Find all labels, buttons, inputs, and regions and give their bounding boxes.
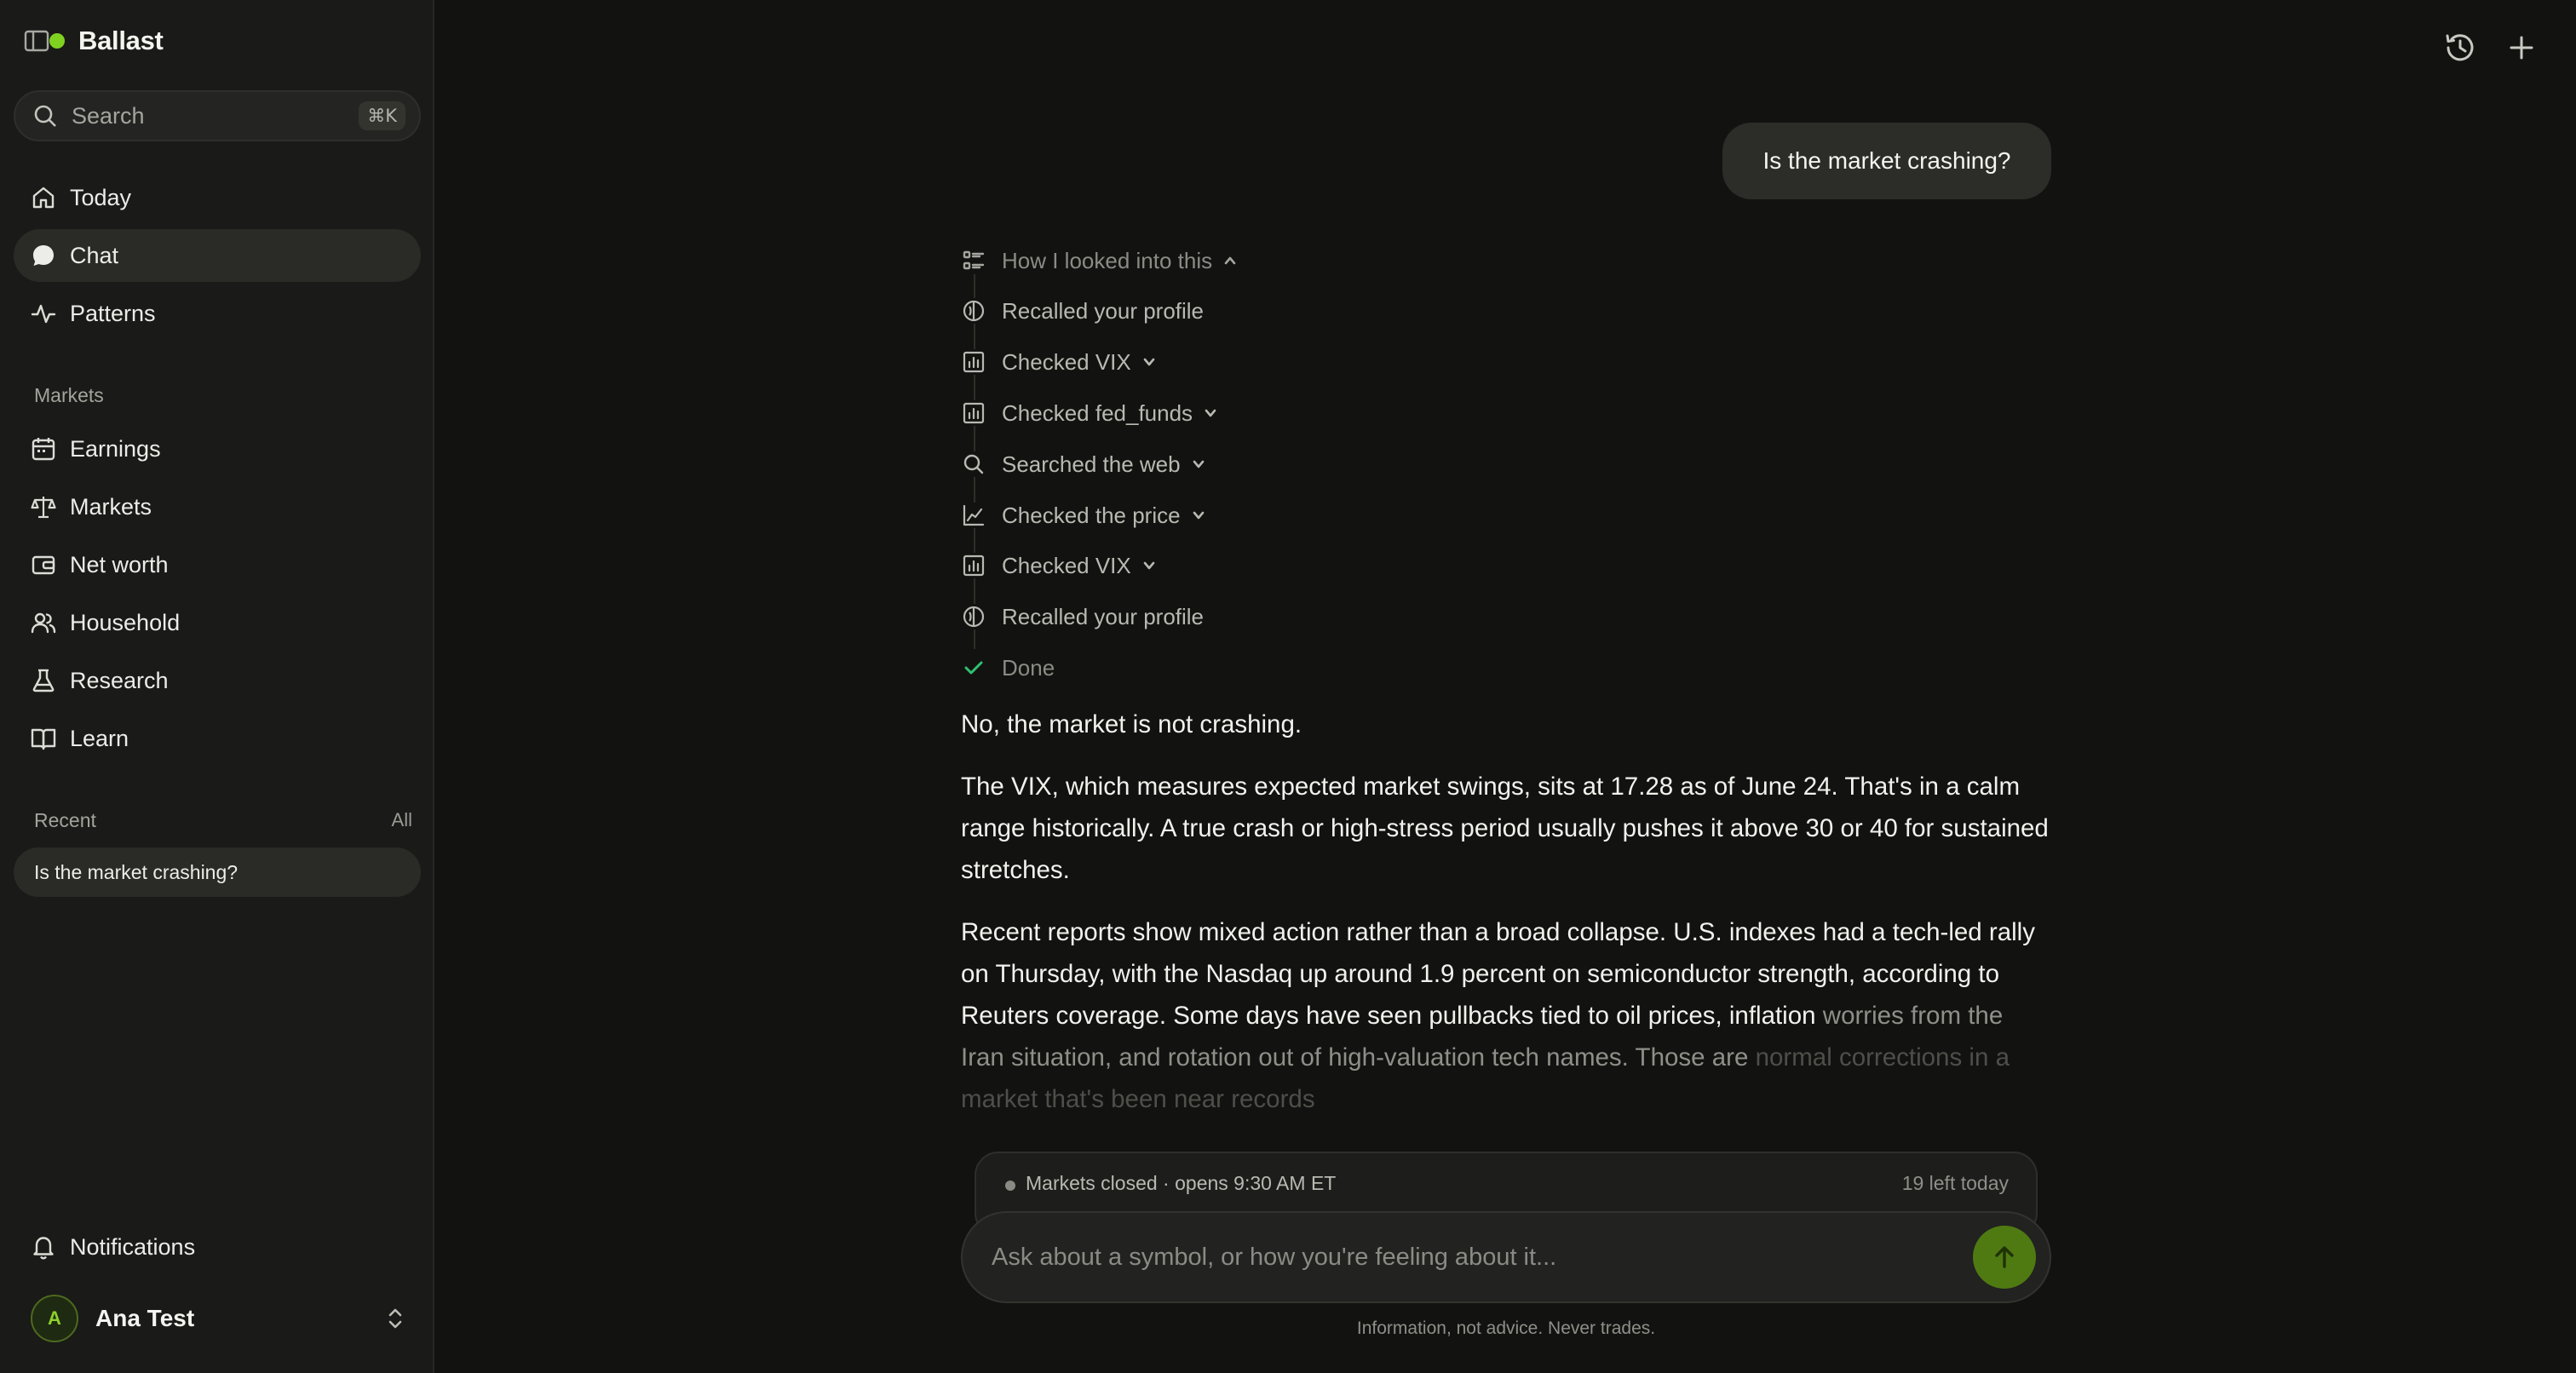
- sidebar-item-label: Learn: [70, 725, 129, 751]
- sidebar-item-net-worth[interactable]: [14, 538, 421, 591]
- sidebar-item-label: Today: [70, 184, 132, 210]
- history-button[interactable]: [2441, 29, 2479, 66]
- scale-icon: [31, 494, 56, 520]
- chat-composer: [961, 1211, 2051, 1303]
- steps-header-toggle[interactable]: [961, 242, 1238, 279]
- book-icon: [31, 726, 56, 751]
- user-message-bubble: Is the market crashing?: [1722, 123, 2051, 199]
- flask-icon: [31, 668, 56, 693]
- sidebar-item-label: Research: [70, 667, 169, 693]
- answer-paragraph: [961, 911, 2053, 1120]
- step-item[interactable]: [961, 497, 1206, 534]
- section-label-markets: Markets: [34, 384, 104, 406]
- search-icon: [961, 451, 986, 477]
- wallet-icon: [31, 552, 56, 577]
- recent-all-link[interactable]: All: [391, 809, 412, 830]
- list-details-icon: [961, 248, 986, 273]
- history-icon: [2443, 31, 2477, 65]
- step-label: Done: [1002, 654, 1055, 681]
- step-item[interactable]: [961, 394, 1218, 432]
- sidebar-item-label: Household: [70, 609, 181, 635]
- home-icon: [31, 185, 56, 210]
- assistant-answer: [961, 704, 2053, 1140]
- answer-text-fading: worries from the Iran situation, and rotation out of high-valuation tech names. Those are: [961, 1002, 2004, 1071]
- chevron-down-icon: [1141, 558, 1157, 573]
- send-button[interactable]: [1973, 1226, 2036, 1289]
- sidebar-item-label: Notifications: [70, 1233, 196, 1260]
- step-item[interactable]: [961, 445, 1206, 483]
- chat-bubble-icon: [31, 243, 56, 268]
- activity-pulse-icon: [31, 301, 56, 326]
- step-label: Recalled your profile: [1002, 297, 1205, 324]
- step-label: Searched the web: [1002, 451, 1181, 477]
- brain-icon: [961, 298, 986, 324]
- sidebar-item-markets[interactable]: [14, 480, 421, 533]
- user-menu[interactable]: [31, 1293, 405, 1344]
- answer-text: Recent reports show mixed action rather than a broad collapse. U.S. indexes had a tech-led rally on Thursday, with the Nasdaq up around 1.9 percent on semiconductor strength, according to Reuters coverage. Some days have seen pullbacks tied to oil prices, inflation: [961, 918, 2035, 1030]
- brand-logo-dot: [49, 33, 65, 49]
- calendar-icon: [31, 436, 56, 462]
- sidebar-item-household[interactable]: [14, 596, 421, 649]
- messages-remaining: 19 left today: [1901, 1172, 2009, 1194]
- check-icon: [961, 655, 986, 681]
- disclaimer: Information, not advice. Never trades.: [1356, 1318, 1656, 1338]
- recent-chat-item[interactable]: Is the market crashing?: [14, 847, 421, 897]
- chevron-up-icon: [1222, 253, 1238, 268]
- bar-chart-icon: [961, 400, 986, 426]
- sidebar-item-label: Net worth: [70, 551, 169, 577]
- step-label: Checked fed_funds: [1002, 399, 1193, 426]
- sidebar-toggle-icon[interactable]: [24, 29, 49, 53]
- step-item-done: [961, 649, 1055, 686]
- users-icon: [31, 610, 56, 635]
- brain-icon: [961, 604, 986, 629]
- chat-input[interactable]: [992, 1244, 1973, 1272]
- chevron-down-icon: [1191, 508, 1206, 523]
- chevron-up-down-icon: [385, 1306, 405, 1331]
- sidebar-item-patterns[interactable]: [14, 287, 421, 340]
- brand-row: [24, 22, 164, 60]
- bell-icon: [31, 1234, 56, 1260]
- sidebar-item-label: Earnings: [70, 435, 161, 462]
- step-label: Checked the price: [1002, 502, 1181, 528]
- step-item: [961, 598, 1204, 635]
- search-placeholder: Search: [72, 102, 145, 129]
- answer-text-faded: normal corrections in a market that's been near records: [961, 1043, 2010, 1113]
- line-chart-icon: [961, 503, 986, 528]
- sidebar-item-label: Markets: [70, 493, 152, 520]
- search-icon: [32, 103, 58, 129]
- sidebar-item-label: Patterns: [70, 300, 156, 326]
- avatar: A: [31, 1295, 78, 1342]
- step-item[interactable]: [961, 547, 1157, 584]
- answer-paragraph: No, the market is not crashing.: [961, 710, 1302, 738]
- step-label: Recalled your profile: [1002, 603, 1205, 629]
- search-bar[interactable]: [14, 90, 421, 141]
- sidebar: [0, 0, 434, 1373]
- chevron-down-icon: [1191, 457, 1206, 472]
- arrow-up-icon: [1990, 1243, 2019, 1272]
- market-status-text: Markets closed · opens 9:30 AM ET: [1026, 1172, 1337, 1194]
- new-chat-button[interactable]: [2503, 29, 2540, 66]
- sidebar-item-learn[interactable]: [14, 712, 421, 765]
- answer-paragraph: The VIX, which measures expected market swings, sits at 17.28 as of June 24. That's in a calm range historically. A true crash or high-stress period usually pushes it above 30 or 40 for sustained stretches.: [961, 773, 2049, 884]
- steps-header-label: How I looked into this: [1002, 247, 1213, 273]
- bar-chart-icon: [961, 349, 986, 375]
- search-shortcut-badge: ⌘K: [359, 101, 405, 130]
- chevron-down-icon: [1141, 354, 1157, 370]
- sidebar-item-research[interactable]: [14, 654, 421, 707]
- brand-name: Ballast: [78, 26, 164, 55]
- sidebar-item-chat[interactable]: [14, 229, 421, 282]
- step-label: Checked VIX: [1002, 552, 1131, 578]
- step-item[interactable]: [961, 343, 1157, 381]
- user-name: Ana Test: [95, 1305, 195, 1331]
- sidebar-item-notifications[interactable]: [14, 1221, 421, 1273]
- plus-icon: [2506, 32, 2537, 63]
- status-dot: [1005, 1181, 1015, 1191]
- section-label-recent: Recent: [34, 809, 96, 831]
- bar-chart-icon: [961, 553, 986, 578]
- sidebar-item-label: Chat: [70, 242, 119, 268]
- step-label: Checked VIX: [1002, 348, 1131, 375]
- sidebar-item-today[interactable]: [14, 171, 421, 224]
- chevron-down-icon: [1203, 405, 1218, 421]
- sidebar-item-earnings[interactable]: [14, 422, 421, 475]
- step-item: [961, 292, 1204, 330]
